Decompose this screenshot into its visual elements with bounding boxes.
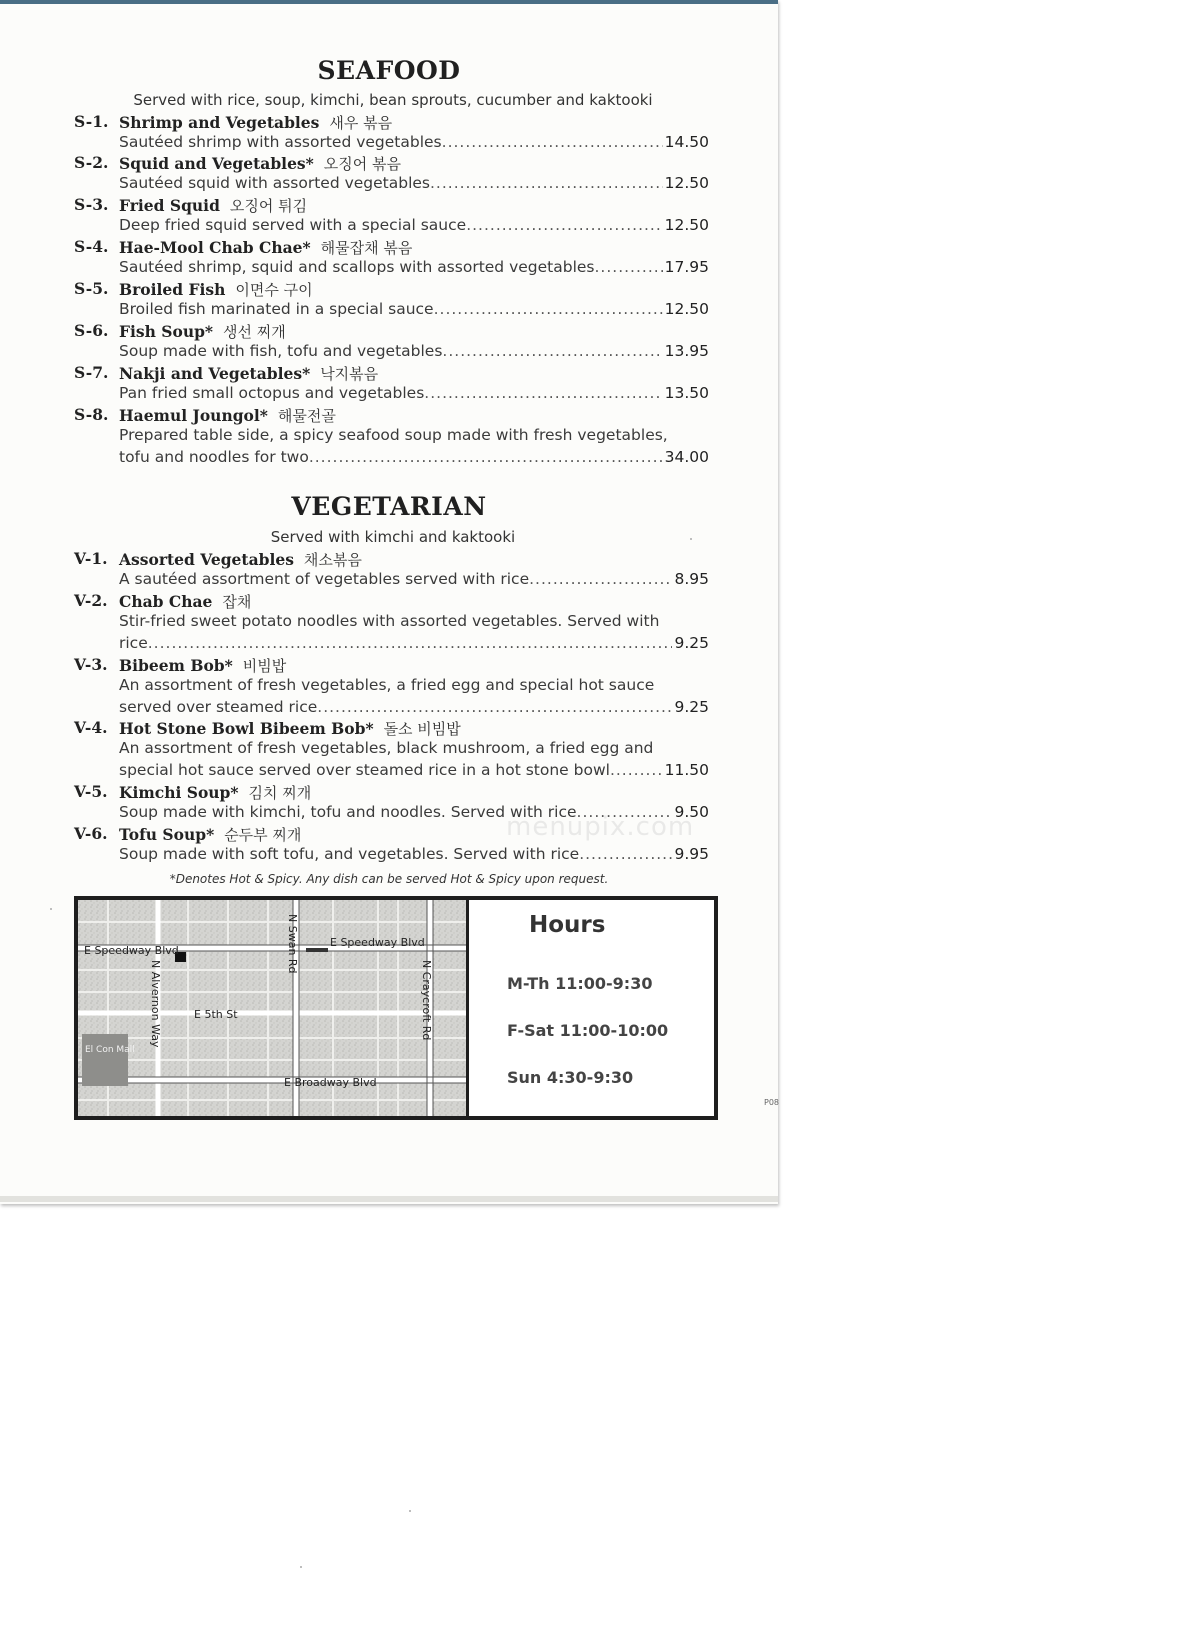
item-code: S-1. (74, 112, 109, 131)
item-description: Sautéed squid with assorted vegetables ..... 12.50 (119, 174, 709, 192)
menu-page (0, 0, 778, 1204)
item-name: Tofu Soup* 순두부 찌개 (119, 825, 302, 844)
map-label-speedway-east: E Speedway Blvd (330, 936, 425, 949)
map-label-alvernon: N Alvernon Way (149, 960, 162, 1048)
item-price: 9.95 (674, 845, 709, 863)
item-description: A sautéed assortment of vegetables served with rice ..... 8.95 (119, 570, 709, 588)
hours-weekdays: M-Th 11:00-9:30 (507, 974, 653, 993)
item-price: 9.25 (674, 698, 709, 716)
item-price: 13.50 (664, 384, 709, 402)
item-name: Haemul Joungol* 해물전골 (119, 406, 336, 425)
hours-panel (469, 900, 714, 1116)
hours-sunday: Sun 4:30-9:30 (507, 1068, 634, 1087)
item-description: Prepared table side, a spicy seafood soup made with fresh vegetables, (119, 426, 668, 444)
item-code: S-6. (74, 321, 109, 340)
watermark: menupix.com (506, 812, 695, 842)
hours-fri-sat: F-Sat 11:00-10:00 (507, 1021, 669, 1040)
map-label-broadway: E Broadway Blvd (284, 1076, 377, 1089)
item-code: S-3. (74, 195, 109, 214)
map-label-craycroft: N Craycroft Rd (420, 960, 433, 1041)
item-code: S-2. (74, 153, 109, 172)
item-description: Broiled fish marinated in a special sauce ..... 12.50 (119, 300, 709, 318)
item-name: Chab Chae 잡채 (119, 592, 252, 611)
page-number: P08 (764, 1098, 780, 1107)
item-code: S-5. (74, 279, 109, 298)
vegetarian-subtitle: Served with kimchi and kaktooki (270, 528, 516, 546)
item-name: Squid and Vegetables* 오징어 볶음 (119, 154, 401, 173)
item-code: V-3. (74, 655, 108, 674)
item-name: Fish Soup* 생선 찌개 (119, 322, 286, 341)
item-price: 9.25 (674, 634, 709, 652)
paper-speck (50, 908, 52, 910)
item-name: Fried Squid 오징어 튀김 (119, 196, 308, 215)
paper-speck (690, 538, 692, 540)
seafood-heading: SEAFOOD (317, 56, 461, 85)
seafood-subtitle: Served with rice, soup, kimchi, bean sprouts, cucumber and kaktooki (133, 91, 653, 109)
item-name: Bibeem Bob* 비빔밥 (119, 656, 287, 675)
item-code: S-8. (74, 405, 109, 424)
map-graphic (78, 900, 466, 1116)
item-name: Kimchi Soup* 김치 찌개 (119, 783, 312, 802)
mall-block (82, 1034, 128, 1086)
item-name: Nakji and Vegetables* 낙지볶음 (119, 364, 379, 383)
item-price: 12.50 (664, 216, 709, 234)
footnote: *Denotes Hot & Spicy. Any dish can be served Hot & Spicy upon request. (169, 872, 609, 886)
item-name: Assorted Vegetables 채소볶음 (119, 550, 362, 569)
item-description: Stir-fried sweet potato noodles with assorted vegetables. Served with (119, 612, 660, 630)
scan-speck (300, 1566, 302, 1568)
scan-speck (409, 1510, 411, 1512)
item-price: 8.95 (674, 570, 709, 588)
map-label-speedway-west: E Speedway Blvd (84, 944, 179, 957)
hours-title: Hours (529, 912, 606, 938)
item-name: Hae-Mool Chab Chae* 해물잡채 볶음 (119, 238, 413, 257)
item-description: Deep fried squid served with a special sauce ..... 12.50 (119, 216, 709, 234)
item-description: special hot sauce served over steamed rice in a hot stone bowl ..... 11.50 (119, 761, 709, 779)
item-code: V-4. (74, 718, 108, 737)
map-label-5th-st: E 5th St (194, 1008, 238, 1021)
item-description: served over steamed rice ..... 9.25 (119, 698, 709, 716)
item-price: 12.50 (664, 174, 709, 192)
item-description: Sautéed shrimp, squid and scallops with assorted vegetables ..... 17.95 (119, 258, 709, 276)
item-description: rice ..... 9.25 (119, 634, 709, 652)
item-code: V-5. (74, 782, 108, 801)
item-name: Broiled Fish 이면수 구이 (119, 280, 313, 299)
item-code: V-1. (74, 549, 108, 568)
item-description: Soup made with kimchi, tofu and noodles. Served with rice ..... 9.50 (119, 803, 709, 821)
item-price: 12.50 (664, 300, 709, 318)
item-code: V-6. (74, 824, 108, 843)
item-price: 14.50 (664, 133, 709, 151)
map-label-swan: N Swan Rd (286, 914, 299, 974)
item-price: 13.95 (664, 342, 709, 360)
item-description: Soup made with fish, tofu and vegetables ..... 13.95 (119, 342, 709, 360)
item-description: tofu and noodles for two ..... 34.00 (119, 448, 709, 466)
item-price: 17.95 (664, 258, 709, 276)
map-hours-box (74, 896, 718, 1120)
item-name: Hot Stone Bowl Bibeem Bob* 돌소 비빔밥 (119, 719, 461, 738)
item-name: Shrimp and Vegetables 새우 볶음 (119, 113, 393, 132)
item-description: Sautéed shrimp with assorted vegetables ..... 14.50 (119, 133, 709, 151)
item-description: Soup made with soft tofu, and vegetables. Served with rice ..... 9.95 (119, 845, 709, 863)
map-label-mall: El Con Mall (85, 1045, 135, 1055)
item-code: S-4. (74, 237, 109, 256)
item-description: An assortment of fresh vegetables, black mushroom, a fried egg and (119, 739, 654, 757)
item-price: 9.50 (674, 803, 709, 821)
item-code: S-7. (74, 363, 109, 382)
item-code: V-2. (74, 591, 108, 610)
item-price: 11.50 (664, 761, 709, 779)
item-description: An assortment of fresh vegetables, a fried egg and special hot sauce (119, 676, 655, 694)
paper-edge (0, 1196, 778, 1202)
item-price: 34.00 (664, 448, 709, 466)
item-description: Pan fried small octopus and vegetables ..... 13.50 (119, 384, 709, 402)
vegetarian-heading: VEGETARIAN (291, 492, 487, 521)
location-map (78, 900, 469, 1116)
